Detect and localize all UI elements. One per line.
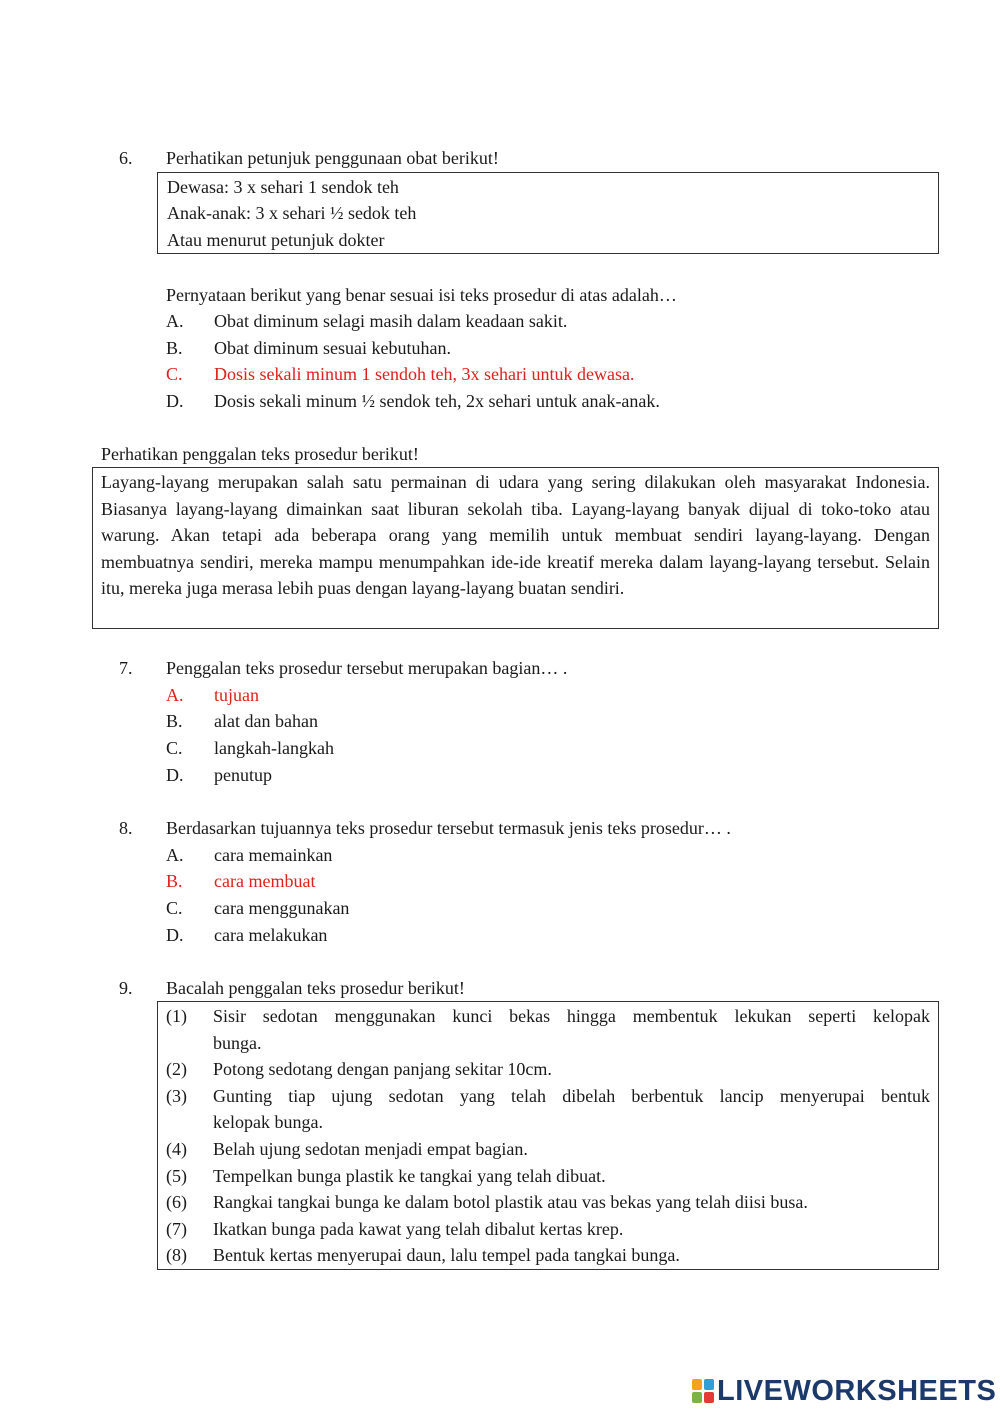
q6-box-line-1: Dewasa: 3 x sehari 1 sendok teh: [167, 177, 399, 197]
q9-step-4: [158, 1136, 930, 1163]
q6-option-d-text[interactable]: Dosis sekali minum ½ sendok teh, 2x sehari untuk anak-anak.: [214, 391, 660, 411]
q8-option-c-text[interactable]: cara menggunakan: [214, 898, 350, 918]
q7-option-a-letter: A.: [166, 685, 184, 705]
q7-option-a-text[interactable]: tujuan: [214, 685, 259, 705]
q9-step-2-text: Potong sedotang dengan panjang sekitar 10cm.: [213, 1059, 552, 1079]
q6-option-c-text[interactable]: Dosis sekali minum 1 sendoh teh, 3x sehari untuk dewasa.: [214, 364, 635, 384]
q9-step-1-number: (1): [166, 1006, 187, 1026]
q8-option-b-text[interactable]: cara membuat: [214, 871, 316, 891]
q9-step-4-number: (4): [166, 1139, 187, 1159]
q6-option-b-letter: B.: [166, 338, 183, 358]
q8-option-a-text[interactable]: cara memainkan: [214, 845, 333, 865]
q9-step-6: [158, 1189, 930, 1216]
q9-step-6-number: (6): [166, 1192, 187, 1212]
q6-option-a-letter: A.: [166, 311, 184, 331]
q6-question: Pernyataan berikut yang benar sesuai isi teks prosedur di atas adalah…: [166, 285, 677, 305]
q6-option-d-letter: D.: [166, 391, 184, 411]
q9-step-3: [158, 1083, 930, 1110]
q9-prompt: Bacalah penggalan teks prosedur berikut!: [166, 978, 465, 998]
logo-square-4: [704, 1392, 714, 1403]
q9-step-4-text: Belah ujung sedotan menjadi empat bagian.: [213, 1139, 528, 1159]
q9-step-3-number: (3): [166, 1086, 187, 1106]
q7-option-c-letter: C.: [166, 738, 183, 758]
q6-option-a-text[interactable]: Obat diminum selagi masih dalam keadaan sakit.: [214, 311, 568, 331]
q6-number: 6.: [119, 148, 133, 168]
passage-text: Layang-layang merupakan salah satu permainan di udara yang sering dilakukan oleh masyarakat Indonesia. Biasanya layang-layang dimainkan saat liburan sekolah tiba. Layang-layang banyak dijual di toko-toko atau warung. Akan tetapi ada beberapa orang yang memilih untuk membuat sendiri layang-layang. Dengan membuatnya sendiri, mereka mampu menumpahkan ide-ide kreatif mereka dalam layang-layang tersebut. Selain itu, mereka juga merasa lebih puas dengan layang-layang buatan sendiri.: [101, 472, 930, 599]
q9-step-1: [158, 1003, 930, 1030]
q9-step-6-text: Rangkai tangkai bunga ke dalam botol plastik atau vas bekas yang telah diisi busa.: [213, 1192, 808, 1212]
q6-box-line-2: Anak-anak: 3 x sehari ½ sedok teh: [167, 203, 417, 223]
q6-prompt: Perhatikan petunjuk penggunaan obat berikut!: [166, 148, 499, 168]
q7-prompt: Penggalan teks prosedur tersebut merupakan bagian… .: [166, 658, 568, 678]
q9-step-8: [158, 1242, 930, 1269]
q9-step-8-number: (8): [166, 1245, 187, 1265]
q7-number: 7.: [119, 658, 133, 678]
logo-square-2: [704, 1379, 714, 1390]
q9-step-8-text: Bentuk kertas menyerupai daun, lalu tempel pada tangkai bunga.: [213, 1245, 680, 1265]
q7-option-d-text[interactable]: penutup: [214, 765, 272, 785]
q9-step-1-text-cont: bunga.: [213, 1033, 262, 1053]
q9-number: 9.: [119, 978, 133, 998]
liveworksheets-logo-icon: [692, 1379, 714, 1403]
logo-square-1: [692, 1379, 702, 1390]
q9-steps-box: [157, 1001, 939, 1270]
q6-dosage-box: [157, 172, 939, 254]
q9-step-2: [158, 1056, 930, 1083]
q8-option-a-letter: A.: [166, 845, 184, 865]
q7-option-b-letter: B.: [166, 711, 183, 731]
q9-step-2-number: (2): [166, 1059, 187, 1079]
q8-option-b-letter: B.: [166, 871, 183, 891]
liveworksheets-logo[interactable]: [692, 1371, 996, 1411]
logo-square-3: [692, 1392, 702, 1403]
q8-option-d-letter: D.: [166, 925, 184, 945]
q8-option-d-text[interactable]: cara melakukan: [214, 925, 328, 945]
q7-option-d-letter: D.: [166, 765, 184, 785]
q6-box-line-3: Atau menurut petunjuk dokter: [167, 230, 385, 250]
q9-step-1-text: Sisir sedotan menggunakan kunci bekas hingga membentuk lekukan seperti kelopak: [213, 1006, 930, 1026]
q9-step-3-text: Gunting tiap ujung sedotan yang telah dibelah berbentuk lancip menyerupai bentuk: [213, 1086, 930, 1106]
q9-step-7: [158, 1216, 930, 1243]
q9-step-7-text: Ikatkan bunga pada kawat yang telah dibalut kertas krep.: [213, 1219, 624, 1239]
q9-step-7-number: (7): [166, 1219, 187, 1239]
q8-option-c-letter: C.: [166, 898, 183, 918]
q7-option-c-text[interactable]: langkah-langkah: [214, 738, 334, 758]
q9-step-3-cont: [158, 1109, 930, 1136]
passage-box: [92, 467, 939, 629]
q6-option-b-text[interactable]: Obat diminum sesuai kebutuhan.: [214, 338, 451, 358]
q9-step-1-cont: [158, 1030, 930, 1057]
logo-text: LIVEWORKSHEETS: [717, 1374, 997, 1407]
q7-option-b-text[interactable]: alat dan bahan: [214, 711, 318, 731]
passage-intro: Perhatikan penggalan teks prosedur berikut!: [101, 444, 419, 464]
q8-prompt: Berdasarkan tujuannya teks prosedur tersebut termasuk jenis teks prosedur… .: [166, 818, 731, 838]
q8-number: 8.: [119, 818, 133, 838]
q9-step-5: [158, 1163, 930, 1190]
q9-step-3-text-cont: kelopak bunga.: [213, 1112, 323, 1132]
q9-step-5-number: (5): [166, 1166, 187, 1186]
q6-option-c-letter: C.: [166, 364, 183, 384]
q9-step-5-text: Tempelkan bunga plastik ke tangkai yang telah dibuat.: [213, 1166, 606, 1186]
